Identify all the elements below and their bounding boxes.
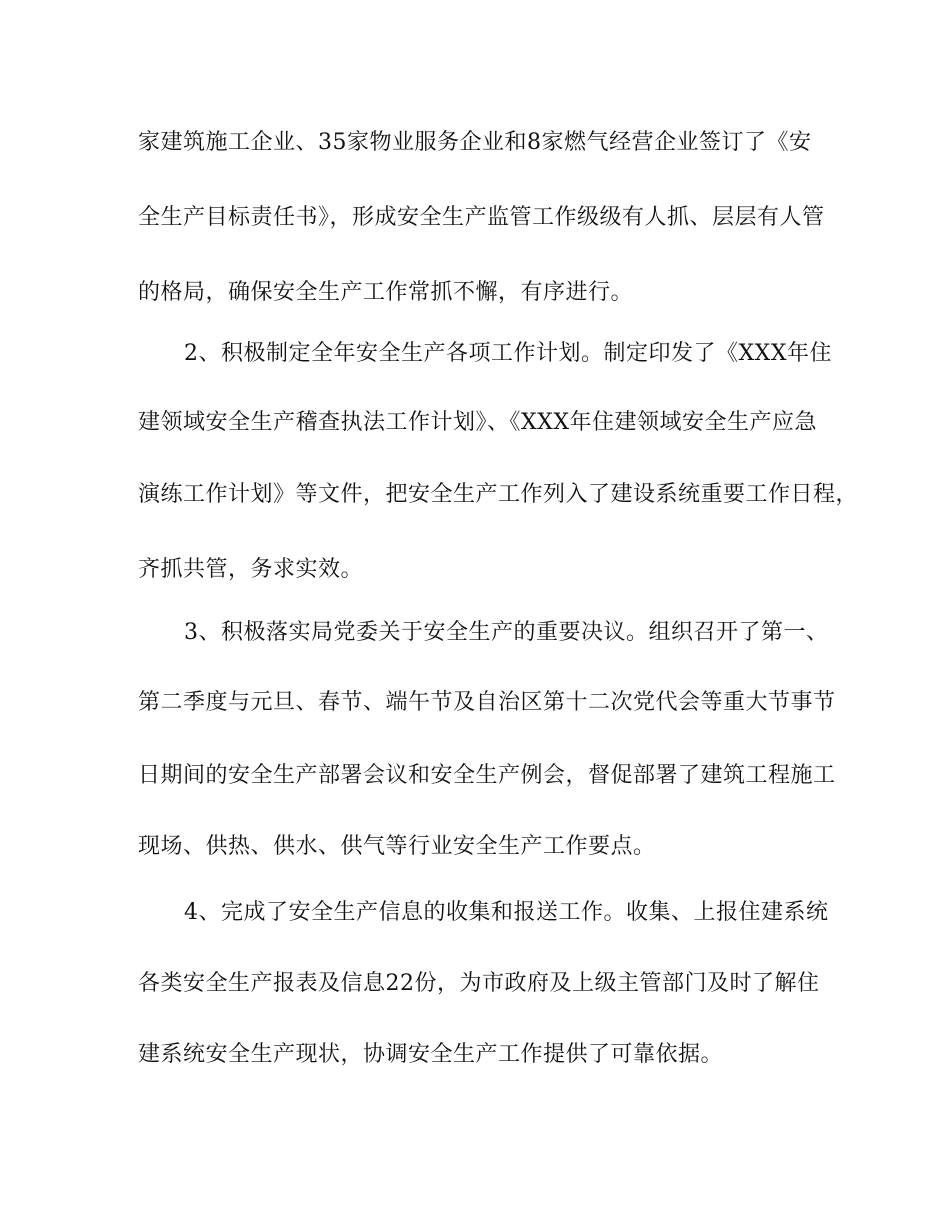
text-line: 日期间的安全生产部署会议和安全生产例会，督促部署了建筑工程施工 [138, 763, 836, 788]
paragraph-3-first-line: 3、积极落实局党委关于安全生产的重要决议。组织召开了第一、 [184, 620, 829, 645]
text-line: 全生产目标责任书》，形成安全生产监管工作级级有人抓、层层有人管 [138, 205, 825, 230]
paragraph-2-first-line: 2、积极制定全年安全生产各项工作计划。制定印发了《XXX年住 [184, 341, 832, 366]
text-line: 齐抓共管，务求实效。 [138, 557, 364, 582]
text-line: 建系统安全生产现状，协调安全生产工作提供了可靠依据。 [138, 1042, 724, 1067]
text-line: 现场、供热、供水、供气等行业安全生产工作要点。 [138, 834, 656, 859]
paragraph-4-first-line: 4、完成了安全生产信息的收集和报送工作。收集、上报住建系统 [184, 900, 829, 925]
text-line: 各类安全生产报表及信息22份，为市政府及上级主管部门及时了解住 [138, 971, 820, 996]
text-line: 家建筑施工企业、35家物业服务企业和8家燃气经营企业签订了《安 [138, 130, 812, 155]
text-line: 演练工作计划》等文件，把安全生产工作列入了建设系统重要工作日程， [138, 482, 859, 507]
text-line: 的格局，确保安全生产工作常抓不懈，有序进行。 [138, 280, 634, 305]
text-line: 第二季度与元旦、春节、端午节及自治区第十二次党代会等重大节事节 [138, 690, 836, 715]
text-line: 建领域安全生产稽查执法工作计划》、《XXX年住建领域安全生产应急 [138, 410, 817, 435]
